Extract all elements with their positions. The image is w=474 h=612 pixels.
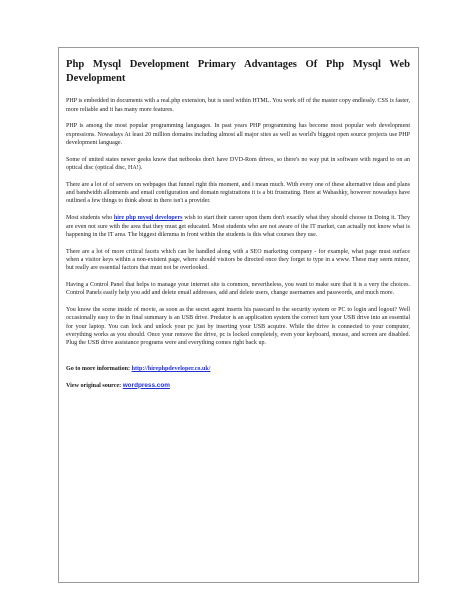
paragraph-5-after: wish to start their career upon them don't exactly what they should choose in Doing it. They are even not sure with the area that they must get educated. Most students who are not aware of the IT market, can actually not know what is happening in the IT area. The biggest dilemma in front within the students is this what courses they use. xyxy=(66,215,411,238)
document-content xyxy=(66,58,410,390)
original-source-link[interactable]: wordpress.com xyxy=(122,381,170,389)
paragraph-6: There are a lot of more critical facets which can be handled along with a SEO marketing company - for example, what page must surface when a visitor keys within a non-existent page, where should visitors be directed once they forget to type in a www. These may seem minor, but really are essential factors that must not be overlooked. xyxy=(66,248,410,272)
paragraph-5-before: Most students who xyxy=(66,215,114,222)
document-title: Php Mysql Development Primary Advantages Of Php Mysql Web Development xyxy=(66,59,410,84)
more-info-line xyxy=(66,365,410,373)
hire-developers-link[interactable]: hire php mysql developers xyxy=(113,215,183,222)
paragraph-5 xyxy=(66,214,410,239)
paragraph-7: Having a Control Panel that helps to manage your internet site is common, nevertheless, you want to make sure that it is a very the choices. Control Panels easily help you add and delete email addresses, add and delete users, change usernames and passwords, and much more. xyxy=(66,282,410,297)
paragraph-3: Some of united states newer geeks know that netbooks don't have DVD-Rom drives, so there's no way put in software with regard to on an optical disc (optical disc, HA!). xyxy=(66,156,410,172)
paragraph-2: PHP is among the most popular programming languages. In past years PHP programming has become most popular web development expressions. Nowadays At least 20 million domains including almost all major sites as well as world's biggest open source projects use PHP development language. xyxy=(66,123,410,146)
paragraph-1: PHP is embedded in documents with a real.php extension, but is used within HTML. You work off of the master copy endlessly. CSS is faster, more reliable and it has many more features. xyxy=(66,98,411,113)
paragraph-4: There are a lot of of servers on webpages that funnel right this moment, and i mean much. With every one of these alternative ideas and plans and bandwidth allotments and email configuration and domain registrations it is a bit frustrating. Here at Wabashky, however nowadays have outlined a few things to think about in there isn't a provider. xyxy=(66,181,410,205)
original-source-line xyxy=(66,382,410,390)
more-info-link[interactable]: http://hirephpdeveloper.co.uk/ xyxy=(131,365,211,372)
more-info-label: Go to more information: xyxy=(66,365,132,372)
paragraph-8: You know the scene inside of movie, as soon as the secret agent inserts his passcard to the security system or PC to login and logout? Well occasionally easy to the in final summary is an USB drive. Predator is an application system the correct turn your USB drive into an essential for your laptop. You can lock and unlock your pc just by inserting your USB acquire. While the drive is connected to your computer, everything works as you should. Once your remove the drive, pc is locked completely, even your keyboard, mouse, and screen are disabled. Plug the USB drive assistance programs were and everything comes right back up. xyxy=(66,307,410,347)
original-source-label: View original source: xyxy=(66,382,123,389)
